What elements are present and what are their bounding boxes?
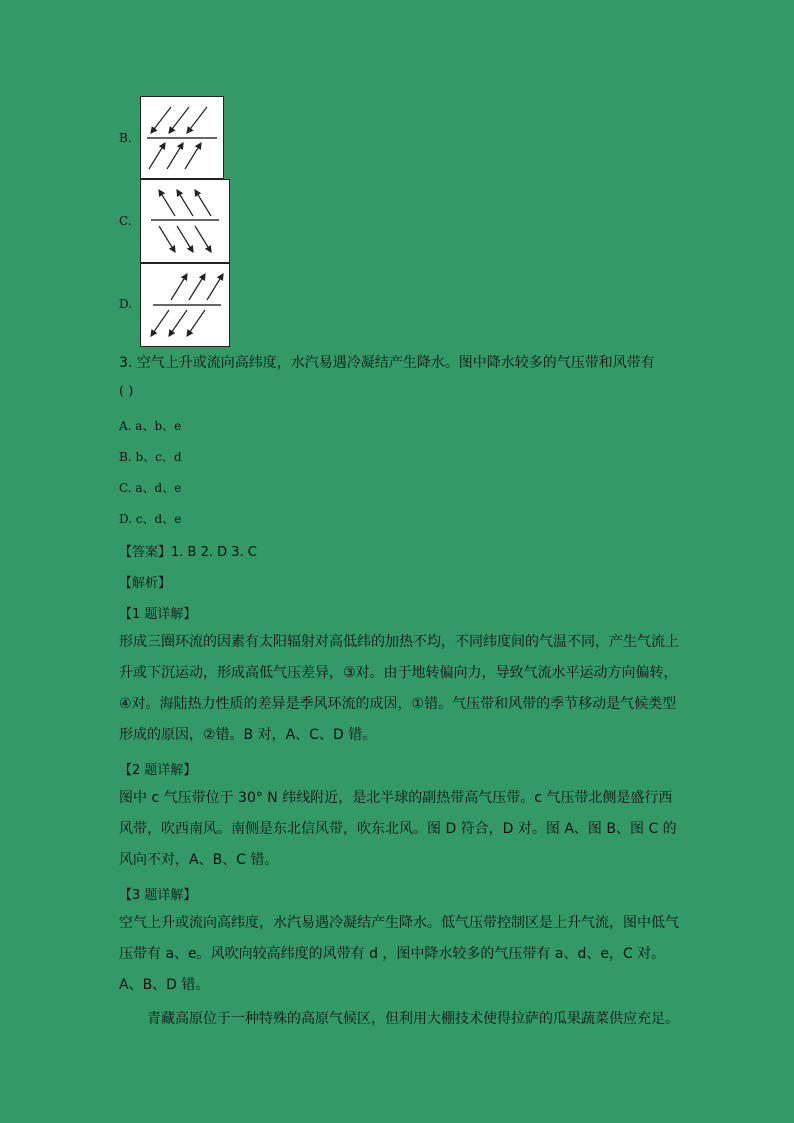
wind-arrow [177,190,193,216]
wind-arrow [151,310,169,336]
wind-arrow [207,274,223,300]
option-b-figure [140,96,224,179]
option-d-label: D. [119,297,133,311]
question-3-option-a: A. a、b、e [119,419,182,433]
option-c-figure [140,179,230,263]
wind-arrow [151,107,171,133]
section-2-text: 图中 c 气压带位于 30° N 纬线附近，是北半球的副热带高气压带。c 气压带北侧是盛行西风带，吹西南风。南侧是东北信风带，吹东北风。图 D 符合，D 对。图 A、图 B、图 C 的风向不对，A、B、C 错。 [119,790,677,868]
section-3-text: 空气上升或流向高纬度，水汽易遇冷凝结产生降水。低气压带控制区是上升气流，图中低气压带有 a、e。风吹向较高纬度的风带有 d ，图中降水较多的气压带有 a、d、e，C 对。A、B、D 错。 [119,915,679,993]
section-1-text: 形成三圈环流的因素有太阳辐射对高低纬的加热不均，不同纬度间的气温不同，产生气流上升或下沉运动，形成高低气压差异，③对。由于地转偏向力，导致气流水平运动方向偏转，④对。海陆热力性质的差异是季风环流的成因，①错。气压带和风带的季节移动是气候类型形成的原因，②错。B 对，A、C、D 错。 [119,634,679,743]
wind-arrow [185,143,201,169]
question-3-option-d: D. c、d、e [119,512,182,526]
answer-line: 【答案】1. B 2. D 3. C [119,545,257,560]
closing-paragraph: 青藏高原位于一种特殊的高原气候区，但利用大棚技术使得拉萨的瓜果蔬菜供应充足。 [147,1011,679,1027]
wind-arrow [187,107,207,133]
section-3-header: 【3 题详解】 [119,888,197,903]
wind-diagram-d [141,264,229,346]
wind-arrow [195,190,211,216]
question-3-paren: ( ) [119,384,134,399]
wind-diagram-b [141,97,223,178]
analysis-header: 【解析】 [119,576,172,591]
wind-arrow [149,143,165,169]
wind-arrow [187,310,205,336]
section-2-header: 【2 题详解】 [119,763,197,778]
wind-arrow [159,190,175,216]
wind-diagram-c [141,180,229,262]
option-b-label: B. [119,131,132,145]
question-3-option-c: C. a、d、e [119,481,182,495]
question-3-stem: 3. 空气上升或流向高纬度，水汽易遇冷凝结产生降水。图中降水较多的气压带和风带有 [119,355,655,371]
option-c-label: C. [119,214,132,228]
wind-arrow [171,274,187,300]
wind-arrow [195,226,211,252]
question-3-option-b: B. b、c、d [119,450,182,464]
option-d-figure [140,263,230,347]
wind-arrow [177,226,193,252]
wind-arrow [169,107,189,133]
wind-arrow [159,226,175,252]
wind-arrow [169,310,187,336]
section-1-header: 【1 题详解】 [119,607,197,622]
wind-arrow [189,274,205,300]
wind-arrow [167,143,183,169]
